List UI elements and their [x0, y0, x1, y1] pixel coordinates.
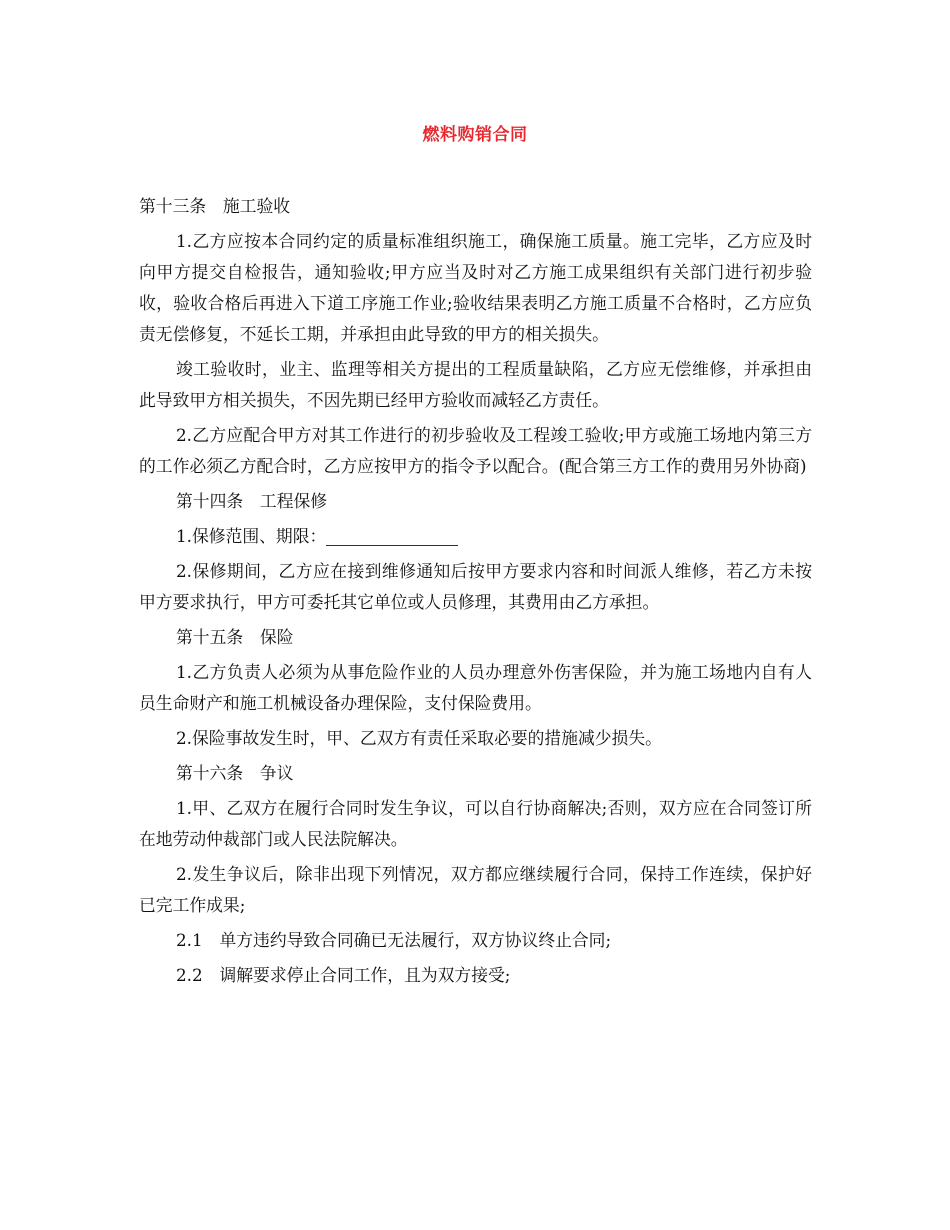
paragraph: 2.保险事故发生时，甲、乙双方有责任采取必要的措施减少损失。 [176, 728, 662, 748]
article-13-heading: 第十三条 施工验收 [139, 196, 291, 216]
article-16-heading: 第十六条 争议 [176, 763, 294, 783]
blank-fill-line [326, 527, 458, 546]
warranty-scope-label: 1.保修范围、期限： [176, 526, 327, 546]
paragraph: 2.保修期间，乙方应在接到维修通知后按甲方要求内容和时间派人维修，若乙方未按甲方要求执行，甲方可委托其它单位或人员修理，其费用由乙方承担。 [139, 561, 812, 612]
article-14-heading: 第十四条 工程保修 [176, 491, 328, 511]
paragraph: 2.乙方应配合甲方对其工作进行的初步验收及工程竣工验收;甲方或施工场地内第三方的工作必须乙方配合时，乙方应按甲方的指令予以配合。(配合第三方工作的费用另外协商) [139, 425, 812, 476]
paragraph: 2.发生争议后，除非出现下列情况，双方都应继续履行合同，保持工作连续，保护好已完工作成果; [139, 864, 812, 915]
paragraph: 2.1 单方违约导致合同确已无法履行，双方协议终止合同; [176, 930, 612, 950]
article-15-heading: 第十五条 保险 [176, 627, 294, 647]
warranty-scope-line [139, 521, 812, 552]
paragraph: 2.2 调解要求停止合同工作，且为双方接受; [176, 965, 511, 985]
paragraph: 1.乙方应按本合同约定的质量标准组织施工，确保施工质量。施工完毕，乙方应及时向甲方提交自检报告，通知验收;甲方应当及时对乙方施工成果组织有关部门进行初步验收，验收合格后再进入下道工序施工作业;验收结果表明乙方施工质量不合格时，乙方应负责无偿修复，不延长工期，并承担由此导致的甲方的相关损失。 [139, 231, 812, 344]
document-title: 燃料购销合同 [422, 125, 528, 145]
document-body [139, 191, 812, 995]
paragraph: 1.甲、乙双方在履行合同时发生争议，可以自行协商解决;否则，双方应在合同签订所在地劳动仲裁部门或人民法院解决。 [139, 798, 812, 849]
paragraph: 竣工验收时，业主、监理等相关方提出的工程质量缺陷，乙方应无偿维修，并承担由此导致甲方相关损失，不因先期已经甲方验收而减轻乙方责任。 [139, 359, 812, 410]
paragraph: 1.乙方负责人必须为从事危险作业的人员办理意外伤害保险，并为施工场地内自有人员生命财产和施工机械设备办理保险，支付保险费用。 [139, 662, 812, 713]
